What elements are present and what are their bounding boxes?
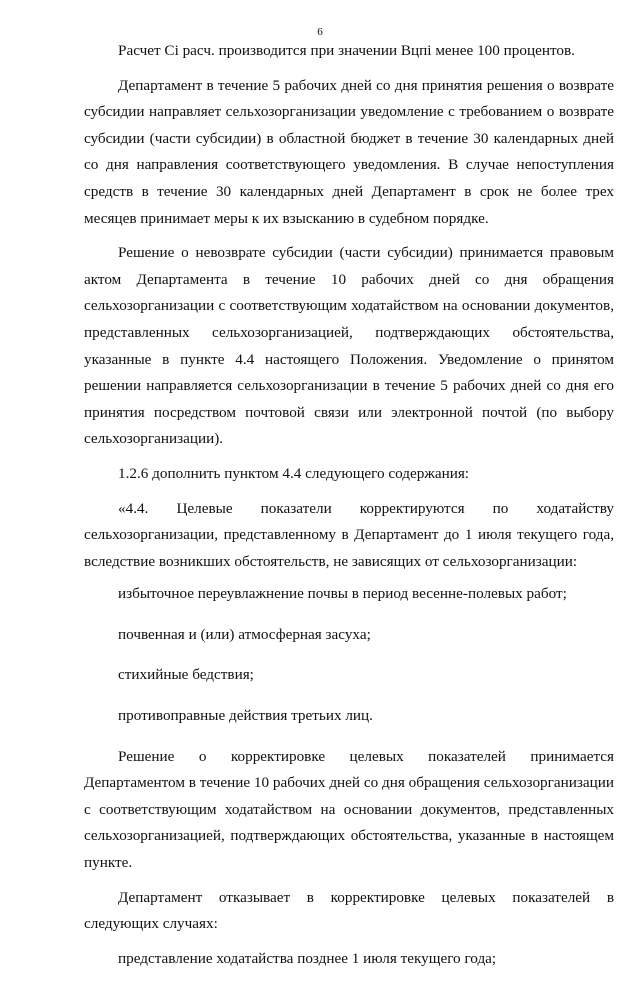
page-number: 6: [317, 26, 323, 38]
paragraph-non-return-decision: Решение о невозврате субсидии (части субсидии) принимается правовым актом Департамента в течение 10 рабочих дней со дня обращения сельхозорганизации с соответствующим ходатайством на основании документов, представленных сельхозорганизацией, подтверждающих обстоятельства, указанные в пункте 4.4 настоящего Положения. Уведомление о принятом решении направляется сельхозорганизации в течение 5 рабочих дней со дня его принятия посредством почтовой связи или электронной почтой (по выбору сельхозорганизации).: [84, 244, 614, 448]
list-item: избыточное переувлажнение почвы в период весенне-полевых работ;: [118, 585, 567, 603]
document-body: [84, 38, 614, 986]
paragraph-refusal-cases: Департамент отказывает в корректировке целевых показателей в следующих случаях:: [84, 888, 614, 933]
paragraph-amendment-1-2-6: 1.2.6 дополнить пунктом 4.4 следующего содержания:: [118, 464, 470, 482]
paragraph-calculation-condition: Расчет Ci расч. производится при значении Bцпi менее 100 процентов.: [118, 42, 575, 59]
paragraph-subsidy-return-notice: Департамент в течение 5 рабочих дней со дня принятия решения о возврате субсидии направляет сельхозорганизации уведомление с требованием о возврате субсидии (части субсидии) в областной бюджет в течение 30 календарных дней со дня направления соответствующего уведомления. В случае непоступления средств в течение 30 календарных дней Департамент в срок не более трех месяцев принимает меры к их взысканию в судебном порядке.: [84, 76, 614, 227]
list-item: почвенная и (или) атмосферная засуха;: [118, 625, 371, 643]
paragraph-clause-4-4: «4.4. Целевые показатели корректируются по ходатайству сельхозорганизации, представленному в Департамент до 1 июля текущего года, вследствие возникших обстоятельств, не зависящих от сельхозорганизации:: [84, 499, 614, 570]
list-item: противоправные действия третьих лиц.: [118, 707, 373, 725]
list-item: стихийные бедствия;: [118, 666, 254, 684]
paragraph-correction-decision: Решение о корректировке целевых показателей принимается Департаментом в течение 10 рабочих дней со дня обращения сельхозорганизации с соответствующим ходатайством на основании документов, представленных сельхозорганизацией, подтверждающих обстоятельства, указанные в настоящем пункте.: [84, 747, 614, 872]
list-item: представление ходатайства позднее 1 июля текущего года;: [118, 949, 497, 967]
